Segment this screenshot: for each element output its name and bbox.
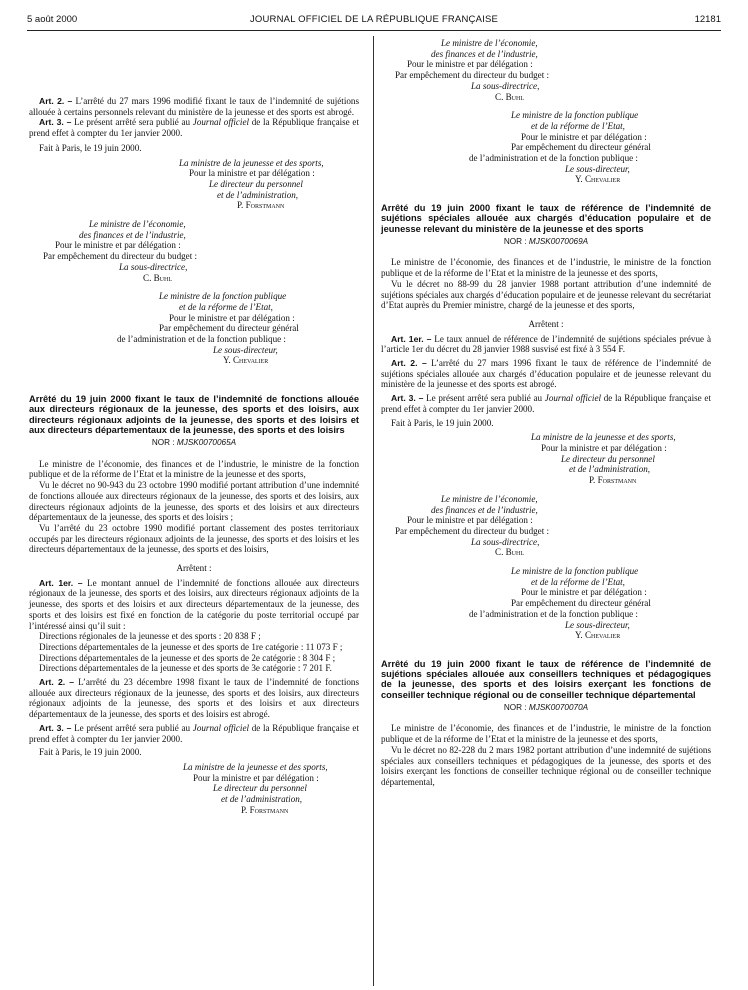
signature-fonction-publique-r1: Le ministre de la fonction publique et de la réforme de l’Etat, Pour le ministre et par délégation : Par empêchement du directeur général de l’administration et de la fonction publique : Le sous-directeur, Y. Chevalier (469, 110, 651, 185)
fait-a-paris-2: Fait à Paris, le 19 juin 2000. (39, 747, 142, 758)
left-column (29, 96, 359, 815)
signature-economie-r2: Le ministre de l’économie, des finances et de l’industrie, Pour le ministre et par délégation : Par empêchement du directeur du budget : La sous-directrice, C. Buhl (395, 493, 550, 558)
visa-arrete: Vu l’arrêté du 23 octobre 1990 modifié portant classement des postes territoriaux occupés par les directeurs régionaux adjoints de la jeunesse, des sports et des loisirs et les directeurs départementaux de la jeunesse, des sports et des loisirs, (29, 522, 359, 555)
article-1: Art. 1er. – Le montant annuel de l’indemnité de fonctions allouée aux directeurs régionaux de la jeunesse, des sports et des loisirs, aux directeurs régionaux adjoints de la jeunesse, des sports et des loisirs et aux directeurs départementaux de la jeunesse, des sports et des loisirs est fixé en fonction de la catégorie du poste territorial occupé par l’intéressé ainsi qu’il suit : (29, 577, 360, 631)
signature-economie-r1: Le ministre de l’économie, des finances et de l’industrie, Pour le ministre et par délégation : Par empêchement du directeur du budget : La sous-directrice, C. Buhl (395, 38, 550, 102)
article-2: Art. 2. – L’arrêté du 27 mars 1996 modifié fixant le taux de l’indemnité de sujétions allouée à certains personnels relevant du ministère de la jeunesse et des sports est abrogé. (29, 96, 359, 117)
d2-article-3: Art. 3. – Le présent arrêté sera publié au Journal officiel de la République française et prend effet à compter du 1er janvier 2000. (381, 393, 711, 414)
d3-visa-ministres: Le ministre de l’économie, des finances et de l’industrie, le ministre de la fonction publique et de la réforme de l’Etat et la ministre de la jeunesse et des sports, (381, 723, 711, 745)
signature-jeunesse: La ministre de la jeunesse et des sports, Pour la ministre et par délégation : Le directeur du personnel et de l’administration, P. Forstmann (179, 157, 324, 211)
signature-economie: Le ministre de l’économie, des finances et de l’industrie, Pour le ministre et par délégation : Par empêchement du directeur du budget : La sous-directrice, C. Buhl (43, 219, 198, 283)
d2-fait-a-paris: Fait à Paris, le 19 juin 2000. (391, 417, 494, 428)
decree-3-title: Arrêté du 19 juin 2000 fixant le taux de référence de l’indemnité de sujétions spéciales allouée aux conseillers techniques et pédagogiques de la jeunesse, des sports et des loisirs exerçant les fonctions de conseiller technique régional ou de conseiller technique départemental (381, 658, 711, 700)
signature-jeunesse-2: La ministre de la jeunesse et des sports, Pour la ministre et par délégation : Le directeur du personnel et de l’administration, P. Forstmann (183, 761, 328, 815)
decree-title: Arrêté du 19 juin 2000 fixant le taux de l’indemnité de fonctions allouée aux directeurs régionaux de la jeunesse, des sports et des loisirs, aux directeurs régionaux adjoints de la jeunesse, des sports et des loisirs et aux directeurs départementaux de la jeunesse, des sports et des loisirs (29, 394, 359, 435)
right-column (381, 38, 711, 788)
visa-decret: Vu le décret no 90-943 du 23 octobre 1990 modifié portant attribution d’une indemnité de fonctions allouée aux directeurs régionaux de la jeunesse, des sports et des loisirs, aux directeurs régionaux adjoints de la jeunesse, des sports et des loisirs et aux directeurs départementaux de la jeunesse, des sports et des loisirs ; (29, 480, 359, 523)
header-page-number: 12181 (694, 14, 721, 25)
decree-2-title: Arrêté du 19 juin 2000 fixant le taux de référence de l’indemnité de sujétions spéciales allouée aux chargés d’éducation populaire et de jeunesse relevant du ministère de la jeunesse et des sports (381, 203, 711, 234)
list-item: Directions départementales de la jeunesse et des sports de 1re catégorie : 11 073 F ; (39, 641, 343, 652)
article-2-bis: Art. 2. – L’arrêté du 23 décembre 1998 fixant le taux de l’indemnité de fonctions allouée aux directeurs régionaux de la jeunesse, des sports et des loisirs, aux directeurs régionaux adjoints de la jeunesse, des sports et des loisirs et aux directeurs départementaux de la jeunesse, des sports et des loisirs est abrogé. (29, 677, 359, 720)
list-item: Directions régionales de la jeunesse et des sports : 20 838 F ; (39, 631, 261, 642)
signature-jeunesse-r: La ministre de la jeunesse et des sports, Pour la ministre et par délégation : Le directeur du personnel et de l’administration, P. Forstmann (531, 432, 676, 486)
nor-reference-3: NOR : MJSK0070070A (503, 702, 589, 712)
visa-ministres: Le ministre de l’économie, des finances et de l’industrie, le ministre de la fonction publique et de la réforme de l’Etat et la ministre de la jeunesse et des sports, (29, 458, 359, 480)
amount-list (29, 631, 359, 674)
nor-reference: NOR : MJSK0070065A (151, 437, 237, 447)
d2-article-2: Art. 2. – L’arrêté du 27 mars 1996 fixant le taux de référence de l’indemnité de sujétions spéciales allouée aux chargés d’éducation populaire et de jeunesse relevant du ministère de la jeunesse et des sports est abrogé. (381, 358, 711, 390)
list-item: Directions départementales de la jeunesse et des sports de 2e catégorie : 8 304 F ; (39, 652, 336, 663)
signature-fonction-publique-r2: Le ministre de la fonction publique et de la réforme de l’Etat, Pour le ministre et par délégation : Par empêchement du directeur général de l’administration et de la fonction publique : Le sous-directeur, Y. Chevalier (469, 566, 651, 641)
list-item: Directions départementales de la jeunesse et des sports de 3e catégorie : 7 201 F. (39, 663, 332, 674)
arretent-2: Arrêtent : (528, 318, 564, 329)
header-journal-title: JOURNAL OFFICIEL DE LA RÉPUBLIQUE FRANÇAISE (249, 14, 499, 25)
d2-article-1: Art. 1er. – Le taux annuel de référence de l’indemnité de sujétions spéciales prévue à l’article 1er du décret du 28 janvier 1988 susvisé est fixé à 3 554 F. (381, 333, 711, 355)
d2-visa-ministres: Le ministre de l’économie, des finances et de l’industrie, le ministre de la fonction publique et de la réforme de l’Etat et la ministre de la jeunesse et des sports, (381, 257, 711, 279)
d2-visa-decret: Vu le décret no 88-99 du 28 janvier 1988 portant attribution d’une indemnité de sujétions spéciales aux chargés d’éducation populaire et de jeunesse relevant du secrétariat d’Etat auprès du Premier ministre, chargé de la jeunesse et des sports, (381, 278, 711, 311)
article-3: Art. 3. – Le présent arrêté sera publié au Journal officiel de la République française et prend effet à compter du 1er janvier 2000. (29, 117, 359, 139)
header-date: 5 août 2000 (27, 14, 78, 25)
header-rule (27, 30, 721, 31)
signature-fonction-publique: Le ministre de la fonction publique et de la réforme de l’Etat, Pour le ministre et par délégation : Par empêchement du directeur général de l’administration et de la fonction publique : Le sous-directeur, Y. Chevalier (117, 291, 299, 366)
column-divider (373, 36, 374, 986)
arretent: Arrêtent : (176, 563, 212, 574)
nor-reference-2: NOR : MJSK0070069A (503, 236, 589, 246)
fait-a-paris: Fait à Paris, le 19 juin 2000. (39, 142, 142, 153)
article-3-bis: Art. 3. – Le présent arrêté sera publié au Journal officiel de la République française et prend effet à compter du 1er janvier 2000. (29, 722, 359, 744)
d3-visa-decret: Vu le décret no 82-228 du 2 mars 1982 portant attribution d’une indemnité de sujétions spéciales aux conseillers techniques et pédagogiques de la jeunesse, des sports et des loisirs exerçant les fonctions de conseiller technique régional ou de conseiller technique départemental, (381, 744, 711, 787)
page-header (27, 14, 721, 28)
